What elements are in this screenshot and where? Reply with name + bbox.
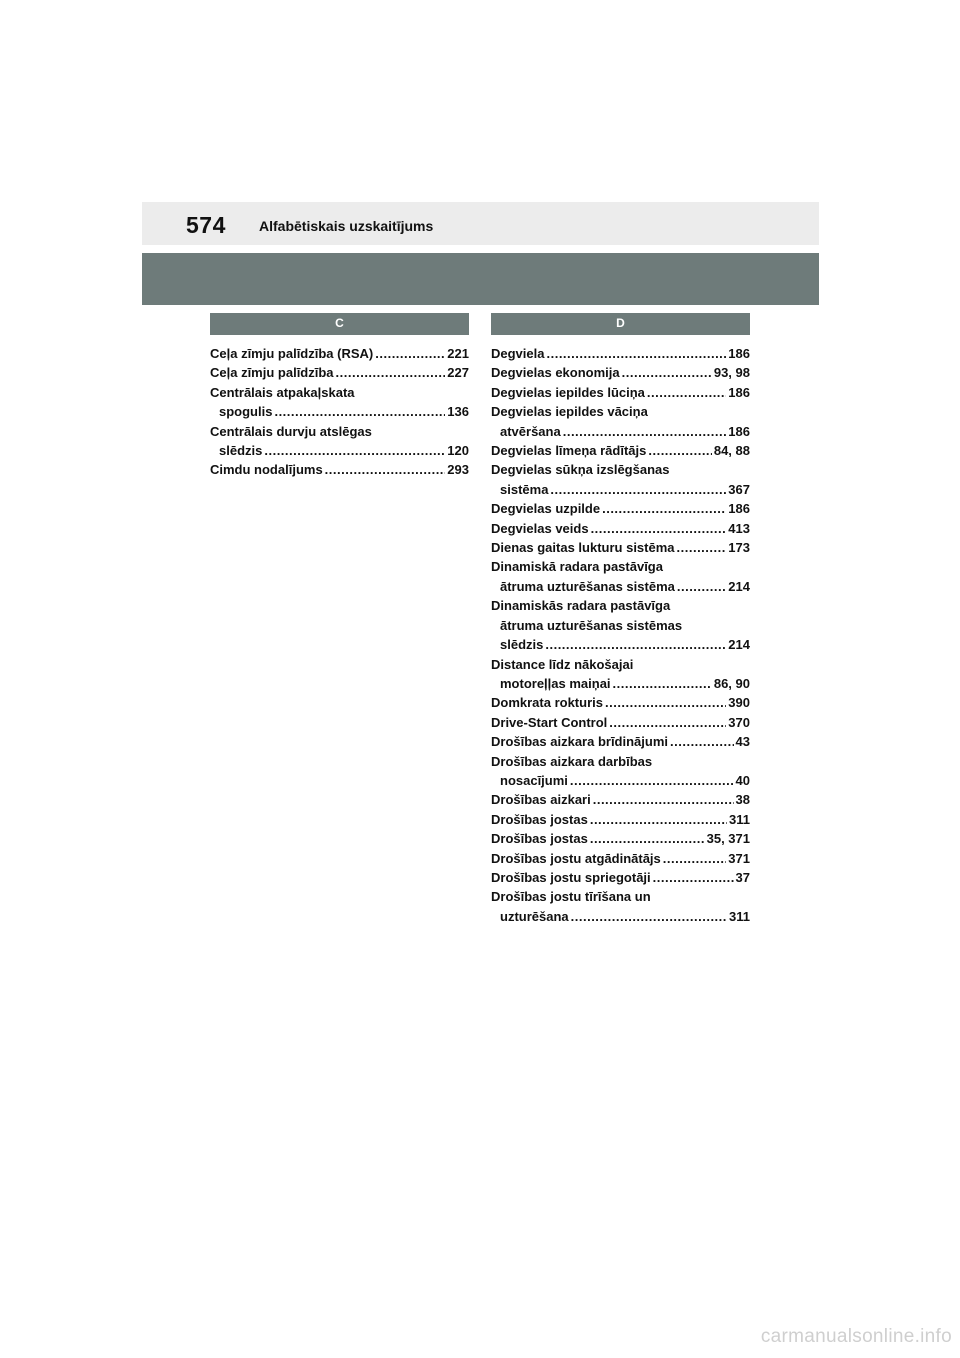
entry-line bbox=[491, 557, 750, 576]
dot-leader bbox=[670, 732, 734, 751]
index-entry bbox=[491, 713, 750, 732]
entry-line bbox=[491, 596, 750, 615]
entry-line bbox=[210, 363, 469, 382]
dot-leader bbox=[622, 363, 712, 382]
entry-term: Centrālais atpakaļskata bbox=[210, 384, 355, 400]
entry-term: ātruma uzturēšanas sistēma bbox=[500, 578, 675, 594]
page-reference: 120 bbox=[447, 443, 469, 459]
entry-line bbox=[491, 732, 750, 751]
page-reference: 370 bbox=[728, 714, 750, 730]
index-column-c bbox=[210, 313, 469, 480]
entry-term: Distance līdz nākošajai bbox=[491, 656, 634, 672]
page-reference: 93, 98 bbox=[713, 365, 750, 381]
page-reference: 186 bbox=[728, 423, 750, 439]
entry-term: sistēma bbox=[500, 481, 549, 497]
page-reference: 311 bbox=[729, 811, 750, 827]
index-entry bbox=[491, 344, 750, 363]
dot-leader bbox=[570, 771, 734, 790]
title-bar bbox=[142, 253, 819, 305]
index-entry bbox=[491, 655, 750, 694]
entry-term: slēdzis bbox=[500, 637, 544, 653]
page-reference: 390 bbox=[728, 695, 750, 711]
letter-heading-d: D bbox=[491, 313, 750, 335]
dot-leader bbox=[375, 344, 445, 363]
entry-line bbox=[210, 344, 469, 363]
page-reference: 186 bbox=[728, 501, 750, 517]
entry-term: Dinamiskā radara pastāvīga bbox=[491, 559, 663, 575]
dot-leader bbox=[677, 577, 726, 596]
index-entry bbox=[491, 829, 750, 848]
page-reference: 186 bbox=[728, 346, 750, 361]
entry-line bbox=[491, 441, 750, 460]
entry-term: spogulis bbox=[219, 404, 273, 420]
entry-term: Drošības aizkara brīdinājumi bbox=[491, 734, 669, 750]
entry-line bbox=[491, 383, 750, 402]
entry-term: Drošības jostas bbox=[491, 831, 588, 847]
page-reference: 38 bbox=[735, 792, 750, 808]
entry-term: nosacījumi bbox=[500, 772, 568, 788]
entry-term: Ceļa zīmju palīdzība (RSA) bbox=[210, 346, 374, 361]
entry-line bbox=[491, 713, 750, 732]
entry-continuation-line bbox=[491, 422, 750, 441]
entry-term: Drive-Start Control bbox=[491, 714, 608, 730]
index-entry bbox=[491, 596, 750, 654]
entry-term: Cimdu nodalījums bbox=[210, 462, 323, 478]
index-entry bbox=[491, 441, 750, 460]
entry-line bbox=[491, 402, 750, 421]
entry-term: Drošības aizkari bbox=[491, 792, 591, 808]
entry-term: atvēršana bbox=[500, 423, 561, 439]
dot-leader bbox=[563, 422, 727, 441]
dot-leader bbox=[336, 363, 446, 382]
entry-term: Degvielas iepildes vāciņa bbox=[491, 404, 648, 420]
dot-leader bbox=[663, 849, 727, 868]
dot-leader bbox=[264, 441, 445, 460]
entry-term: Drošības jostu atgādinātājs bbox=[491, 850, 661, 866]
entry-list-c bbox=[210, 344, 469, 480]
index-entry bbox=[491, 849, 750, 868]
page-reference: 221 bbox=[447, 346, 469, 361]
dot-leader bbox=[593, 790, 734, 809]
entry-term: slēdzis bbox=[219, 443, 263, 459]
index-entry bbox=[210, 363, 469, 382]
entry-line bbox=[491, 693, 750, 712]
entry-term: Degvielas līmeņa rādītājs bbox=[491, 443, 647, 459]
section-title: Alfabētiskais uzskaitījums bbox=[259, 218, 434, 234]
entry-term: Degvielas uzpilde bbox=[491, 501, 601, 517]
entry-term: motoreļļas maiņai bbox=[500, 675, 611, 691]
dot-leader bbox=[609, 713, 726, 732]
entry-line bbox=[491, 499, 750, 518]
index-entry bbox=[491, 752, 750, 791]
entry-line bbox=[491, 655, 750, 674]
index-entry bbox=[491, 383, 750, 402]
entry-continuation-line bbox=[491, 577, 750, 596]
entry-continuation-line bbox=[491, 907, 750, 926]
index-entry bbox=[491, 868, 750, 887]
dot-leader bbox=[647, 383, 726, 402]
index-entry bbox=[210, 422, 469, 461]
page-reference: 367 bbox=[728, 481, 750, 497]
entry-term: Degvielas ekonomija bbox=[491, 365, 620, 381]
index-entry bbox=[491, 693, 750, 712]
entry-line bbox=[210, 383, 469, 402]
entry-term: Degviela bbox=[491, 346, 545, 361]
index-entry bbox=[210, 344, 469, 363]
dot-leader bbox=[545, 635, 726, 654]
dot-leader bbox=[325, 460, 446, 479]
dot-leader bbox=[590, 810, 727, 829]
entry-line bbox=[491, 790, 750, 809]
entry-term: Drošības jostas bbox=[491, 811, 588, 827]
entry-term: Domkrata rokturis bbox=[491, 695, 603, 711]
page-reference: 37 bbox=[735, 869, 750, 885]
page-reference: 173 bbox=[728, 540, 750, 556]
entry-continuation-line bbox=[491, 480, 750, 499]
entry-line bbox=[491, 849, 750, 868]
dot-leader bbox=[274, 402, 445, 421]
index-entry bbox=[491, 810, 750, 829]
dot-leader bbox=[648, 441, 711, 460]
page-reference: 136 bbox=[447, 404, 469, 420]
page-reference: 413 bbox=[728, 520, 750, 536]
entry-line bbox=[210, 422, 469, 441]
entry-continuation-line bbox=[491, 635, 750, 654]
entry-line bbox=[491, 887, 750, 906]
page-reference: 35, 371 bbox=[706, 831, 750, 847]
entry-line bbox=[491, 810, 750, 829]
page-reference: 227 bbox=[447, 365, 469, 381]
header-band bbox=[142, 202, 819, 245]
entry-line bbox=[210, 460, 469, 479]
index-entry bbox=[491, 519, 750, 538]
entry-continuation-line bbox=[491, 771, 750, 790]
entry-term: Ceļa zīmju palīdzība bbox=[210, 365, 334, 381]
letter-heading-c: C bbox=[210, 313, 469, 335]
entry-term: Dienas gaitas lukturu sistēma bbox=[491, 540, 675, 556]
page-reference: 43 bbox=[735, 734, 750, 750]
entry-continuation-line bbox=[491, 674, 750, 693]
index-entry bbox=[210, 383, 469, 422]
dot-leader bbox=[546, 344, 726, 363]
entry-line bbox=[491, 460, 750, 479]
page-reference: 371 bbox=[728, 850, 750, 866]
index-entry bbox=[491, 460, 750, 499]
index-entry bbox=[491, 363, 750, 382]
entry-line bbox=[491, 752, 750, 771]
entry-term: Degvielas veids bbox=[491, 520, 589, 536]
dot-leader bbox=[613, 674, 712, 693]
index-entry bbox=[210, 460, 469, 479]
page-reference: 84, 88 bbox=[713, 443, 750, 459]
index-entry bbox=[491, 887, 750, 926]
index-entry bbox=[491, 557, 750, 596]
dot-leader bbox=[550, 480, 726, 499]
entry-line bbox=[491, 868, 750, 887]
entry-term: ātruma uzturēšanas sistēmas bbox=[500, 617, 683, 633]
entry-list-d bbox=[491, 344, 750, 926]
dot-leader bbox=[653, 868, 734, 887]
page-reference: 214 bbox=[728, 578, 750, 594]
entry-term: uzturēšana bbox=[500, 908, 569, 924]
watermark: carmanualsonline.info bbox=[760, 1326, 952, 1347]
entry-term: Degvielas iepildes lūciņa bbox=[491, 384, 645, 400]
dot-leader bbox=[590, 829, 705, 848]
page-reference: 293 bbox=[447, 462, 469, 478]
page-reference: 214 bbox=[728, 637, 750, 653]
entry-line bbox=[491, 344, 750, 363]
dot-leader bbox=[602, 499, 726, 518]
page-reference: 311 bbox=[729, 908, 750, 924]
entry-line bbox=[491, 363, 750, 382]
index-entry bbox=[491, 402, 750, 441]
index-entry bbox=[491, 499, 750, 518]
entry-term: Drošības jostu tīrīšana un bbox=[491, 889, 651, 905]
dot-leader bbox=[571, 907, 727, 926]
entry-line bbox=[491, 829, 750, 848]
page-reference: 186 bbox=[728, 384, 750, 400]
dot-leader bbox=[605, 693, 726, 712]
entry-term: Degvielas sūkņa izslēgšanas bbox=[491, 462, 670, 478]
index-entry bbox=[491, 790, 750, 809]
index-entry bbox=[491, 732, 750, 751]
entry-line bbox=[491, 538, 750, 557]
page-reference: 40 bbox=[735, 772, 750, 788]
index-entry bbox=[491, 538, 750, 557]
page-reference: 86, 90 bbox=[713, 675, 750, 691]
entry-continuation-line bbox=[210, 441, 469, 460]
entry-continuation-line bbox=[491, 616, 750, 635]
page-number: 574 bbox=[186, 212, 226, 238]
entry-term: Dinamiskās radara pastāvīga bbox=[491, 598, 671, 614]
entry-term: Drošības jostu spriegotāji bbox=[491, 869, 651, 885]
entry-term: Drošības aizkara darbības bbox=[491, 753, 653, 769]
entry-continuation-line bbox=[210, 402, 469, 421]
entry-line bbox=[491, 519, 750, 538]
entry-term: Centrālais durvju atslēgas bbox=[210, 423, 372, 439]
dot-leader bbox=[677, 538, 727, 557]
index-column-d bbox=[491, 313, 750, 926]
dot-leader bbox=[591, 519, 727, 538]
